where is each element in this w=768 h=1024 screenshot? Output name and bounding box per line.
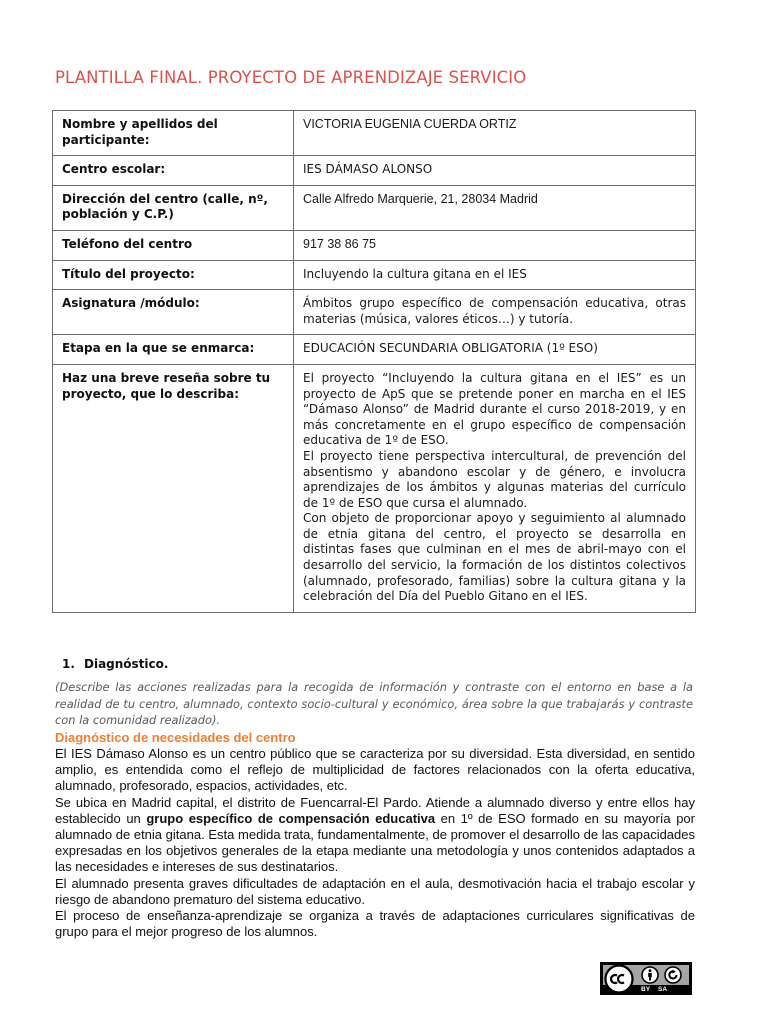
table-row: [53, 230, 696, 260]
cc-license-badge: [600, 962, 692, 995]
body-bold-text: grupo específico de compensación educativa: [146, 810, 436, 826]
table-row: [53, 185, 696, 230]
project-info-table: [52, 110, 696, 613]
section-title: Diagnóstico.: [84, 657, 169, 671]
address-label: Dirección del centro (calle, nº, población y C.P.): [53, 185, 294, 230]
license-by-label: BY: [641, 986, 651, 993]
subheading: Diagnóstico de necesidades del centro: [55, 730, 296, 745]
summary-label: Haz una breve reseña sobre tu proyecto, que lo describa:: [53, 364, 294, 612]
body-paragraph: El proceso de enseñanza-aprendizaje se organiza a través de adaptaciones curriculares significativas de grupo para el mejor progreso de los alumnos.: [55, 908, 695, 940]
share-alike-icon: [664, 966, 682, 984]
stage-value: EDUCACIÓN SECUNDARIA OBLIGATORIA (1º ESO): [294, 335, 696, 365]
stage-label: Etapa en la que se enmarca:: [53, 335, 294, 365]
section-heading: [62, 657, 168, 671]
school-value: IES DÁMASO ALONSO: [294, 156, 696, 186]
table-row: [53, 111, 696, 156]
creative-commons-icon: [604, 964, 634, 994]
section-instructions: (Describe las acciones realizadas para la recogida de información y contraste con el entorno en base a la realidad de tu centro, alumnado, contexto socio-cultural y económico, área sobre la que trabajarás y contraste con la comunidad realizado).: [55, 680, 693, 728]
attribution-icon: [641, 966, 659, 984]
project-title-value: Incluyendo la cultura gitana en el IES: [294, 260, 696, 290]
address-value: Calle Alfredo Marquerie, 21, 28034 Madrid: [294, 185, 696, 230]
summary-paragraph: El proyecto tiene perspectiva intercultural, de prevención del absentismo y abandono escolar y de género, e involucra aprendizajes de los ámbitos y algunas materias del currículo de 1º de ESO que cursa el alumnado.: [303, 448, 686, 510]
page-title: PLANTILLA FINAL. PROYECTO DE APRENDIZAJE SERVICIO: [55, 68, 527, 87]
summary-paragraph: Con objeto de proporcionar apoyo y seguimiento al alumnado de etnia gitana del centro, el proyecto se desarrolla en distintas fases que culminan en el mes de abril-mayo con el desarrollo del servicio, la formación de los distintos colectivos (alumnado, profesorado, familias) sobre la cultura gitana y la celebración del Día del Pueblo Gitano en el IES.: [303, 511, 686, 604]
table-row: [53, 260, 696, 290]
school-label: Centro escolar:: [53, 156, 294, 186]
table-row: [53, 290, 696, 335]
summary-paragraph: El proyecto “Incluyendo la cultura gitana en el IES” es un proyecto de ApS que se pretende poner en marcha en el IES “Dámaso Alonso” de Madrid durante el curso 2018-2019, y en más concretamente en el grupo específico de compensación educativa de 1º de ESO.: [303, 370, 686, 448]
participant-value: VICTORIA EUGENIA CUERDA ORTIZ: [294, 111, 696, 156]
license-labels: [641, 986, 675, 993]
table-row: [53, 335, 696, 365]
body-paragraph: [55, 795, 695, 876]
body-paragraph: El IES Dámaso Alonso es un centro público que se caracteriza por su diversidad. Esta diversidad, en sentido amplio, es entendida como el reflejo de multiplicidad de factores relacionados con la oferta educativa, alumnado, profesorado, espacios, actividades, etc.: [55, 746, 695, 794]
summary-value: [294, 364, 696, 612]
subject-label: Asignatura /módulo:: [53, 290, 294, 335]
phone-value: 917 38 86 75: [294, 230, 696, 260]
body-paragraph: El alumnado presenta graves dificultades de adaptación en el aula, desmotivación hacia el trabajo escolar y riesgo de abandono prematuro del sistema educativo.: [55, 875, 695, 907]
subject-value: Ámbitos grupo específico de compensación educativa, otras materias (música, valores éticos…) y tutoría.: [294, 290, 696, 335]
table-row: [53, 364, 696, 612]
body-text: en 1º de ESO formado en su mayoría por alumnado de etnia gitana. Esta medida trata, fundamentalmente, de promover el desarrollo de las capacidades expresadas en los objetivos generales de la etapa mediante una metodología y unos contenidos adaptados a las necesidades e intereses de sus destinatarios.: [55, 810, 695, 875]
section-number: 1.: [62, 657, 75, 671]
table-row: [53, 156, 696, 186]
participant-label: Nombre y apellidos del participante:: [53, 111, 294, 156]
project-title-label: Título del proyecto:: [53, 260, 294, 290]
phone-label: Teléfono del centro: [53, 230, 294, 260]
section-body: [55, 746, 695, 940]
body-text: Se ubica en Madrid capital, el distrito de Fuencarral-El Pardo. Atiende a alumnado diverso y entre ellos hay establecido un: [55, 794, 695, 826]
license-sa-label: SA: [658, 986, 668, 993]
